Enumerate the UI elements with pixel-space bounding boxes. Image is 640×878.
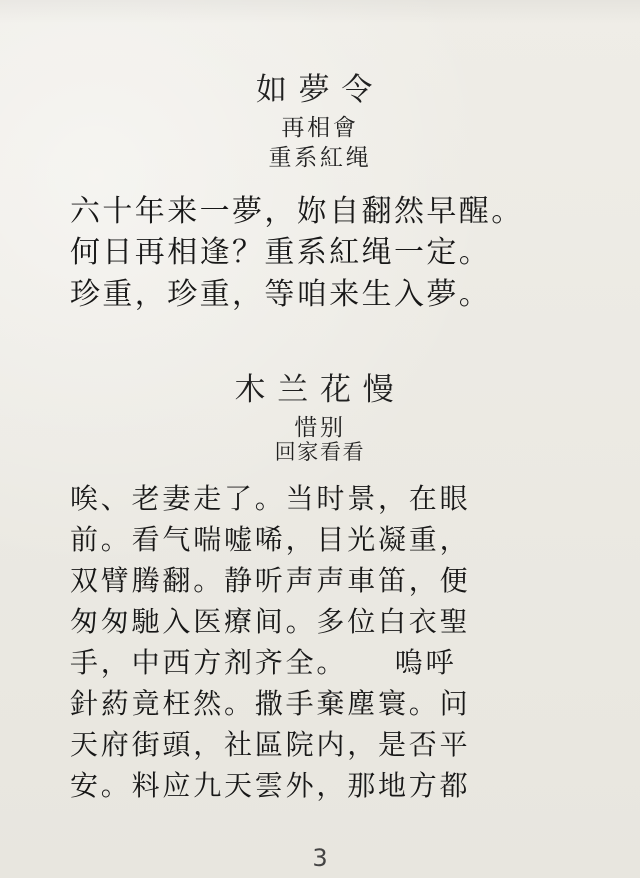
poem-2-line-1: 唉、老妻走了。当时景，在眼 [70,482,471,515]
poem-1-line-2: 何日再相逢？重系紅绳一定。 [70,235,492,270]
poem-2-line-6: 針葯竟枉然。撒手棄塵寰。问 [70,687,471,720]
poem-subtitle-1a: 再相會 [281,115,359,141]
poem-subtitle-2a: 惜别 [294,415,346,441]
poem-2-line-7: 天府街頭，社區院内，是否平 [70,728,471,761]
page-shadow [0,0,640,24]
poem-2-line-2: 前。看气喘嘘唏，目光凝重， [70,523,471,556]
poem-2-line-4: 匆匆馳入医療间。多位白衣聖 [70,605,471,638]
poem-1-line-1: 六十年来一夢，妳自翻然早醒。 [70,194,524,229]
poem-subtitle-2b: 回家看看 [274,440,366,464]
poem-title-2: 木兰花慢 [234,372,406,408]
poem-1-line-3: 珍重，珍重，等咱来生入夢。 [70,277,492,312]
poem-2-line-3: 双臂腾翻。静听声声車笛，便 [70,564,471,597]
poem-2-line-8: 安。料应九天雲外，那地方都 [70,769,471,802]
page-number: 3 [312,844,328,872]
poem-2-line-5: 手，中西方剂齐全。 嗚呼 [70,646,457,679]
poem-title-1: 如夢令 [255,72,385,108]
poem-subtitle-1b: 重系紅绳 [268,145,372,171]
